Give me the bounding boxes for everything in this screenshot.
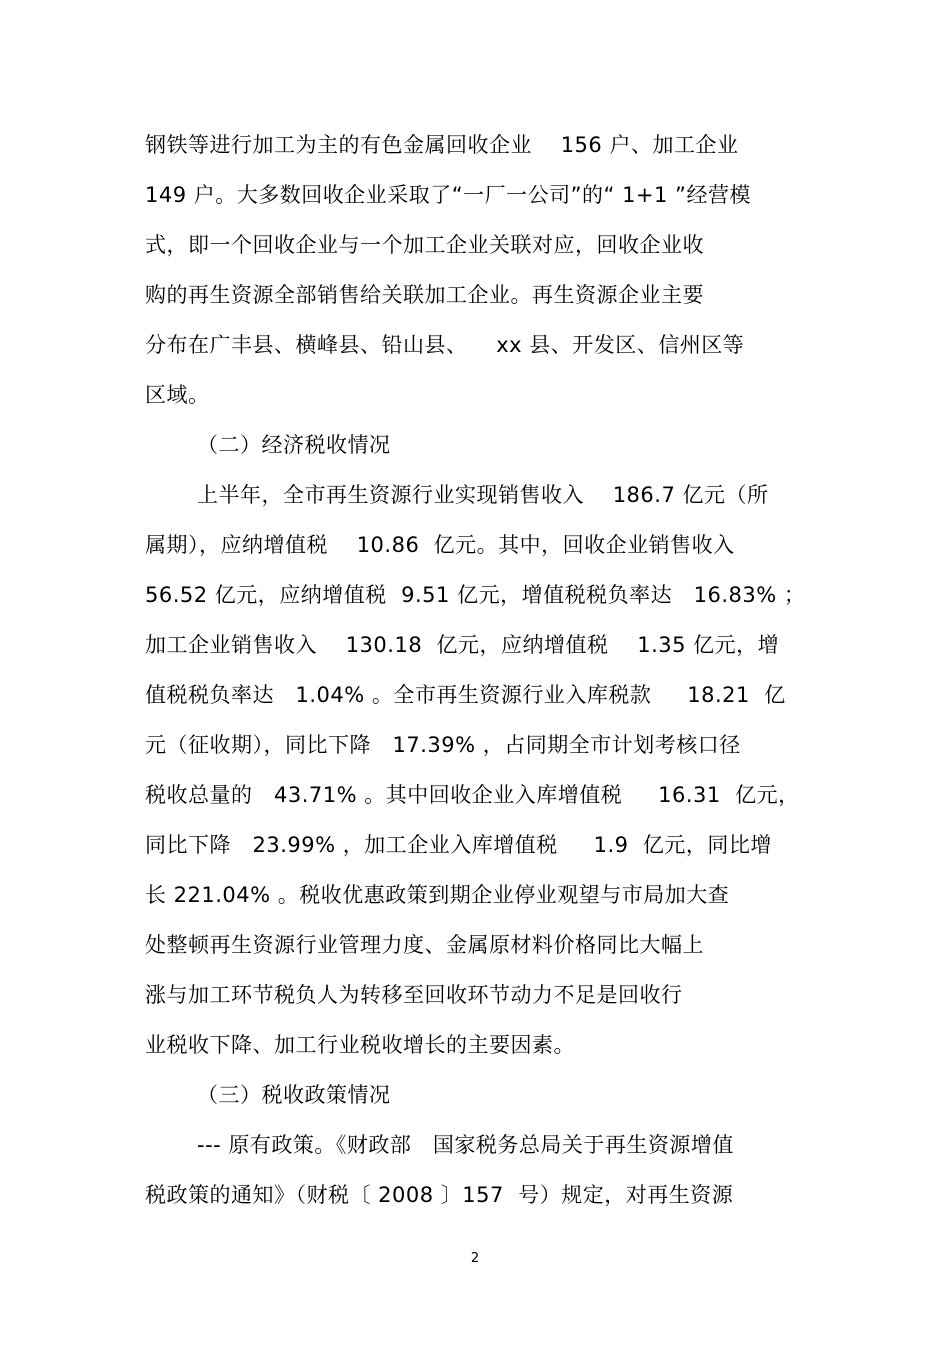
body-text-line: 56.52 亿元，应纳增值税 9.51 亿元，增值税税负率达 16.83% ；	[145, 583, 806, 607]
section-heading: （二）经济税收情况	[197, 433, 391, 457]
body-text-line: 分布在广丰县、横峰县、铅山县、 xx 县、开发区、信州区等	[145, 333, 745, 357]
body-text-line: 长 221.04% 。税收优惠政策到期企业停业观望与市局加大查	[145, 883, 730, 907]
body-text-line: 涨与加工环节税负人为转移至回收环节动力不足是回收行	[145, 983, 683, 1007]
body-text-line: 上半年，全市再生资源行业实现销售收入 186.7 亿元（所	[197, 483, 769, 507]
page-number: 2	[470, 1251, 480, 1266]
body-text-line: 加工企业销售收入 130.18 亿元，应纳增值税 1.35 亿元，增	[145, 633, 780, 657]
body-text-line: 税收总量的 43.71% 。其中回收企业入库增值税 16.31 亿元，	[145, 783, 800, 807]
body-text-line: 区域。	[145, 383, 210, 407]
body-text-line: 式，即一个回收企业与一个加工企业关联对应，回收企业收	[145, 233, 704, 257]
body-text-line: 同比下降 23.99% ，加工企业入库增值税 1.9 亿元，同比增	[145, 833, 772, 857]
body-text-line: --- 原有政策。《财政部 国家税务总局关于再生资源增值	[197, 1133, 734, 1157]
section-heading: （三）税收政策情况	[197, 1083, 391, 1107]
body-text-line: 元（征收期），同比下降 17.39% ，占同期全市计划考核口径	[145, 733, 741, 757]
body-text-line: 购的再生资源全部销售给关联加工企业。再生资源企业主要	[145, 283, 704, 307]
body-text-line: 值税税负率达 1.04% 。全市再生资源行业入库税款 18.21 亿	[145, 683, 786, 707]
body-text-line: 149 户。大多数回收企业采取了“一厂一公司”的“ 1+1 ”经营模	[145, 183, 751, 207]
body-text-line: 税政策的通知》（财税〔 2008 〕157 号）规定，对再生资源	[145, 1183, 734, 1207]
body-text-line: 业税收下降、加工行业税收增长的主要因素。	[145, 1033, 575, 1057]
body-text-line: 属期），应纳增值税 10.86 亿元。其中，回收企业销售收入	[145, 533, 735, 557]
body-text-line: 处整顿再生资源行业管理力度、金属原材料价格同比大幅上	[145, 933, 704, 957]
body-text-line: 钢铁等进行加工为主的有色金属回收企业 156 户、加工企业	[145, 133, 739, 157]
